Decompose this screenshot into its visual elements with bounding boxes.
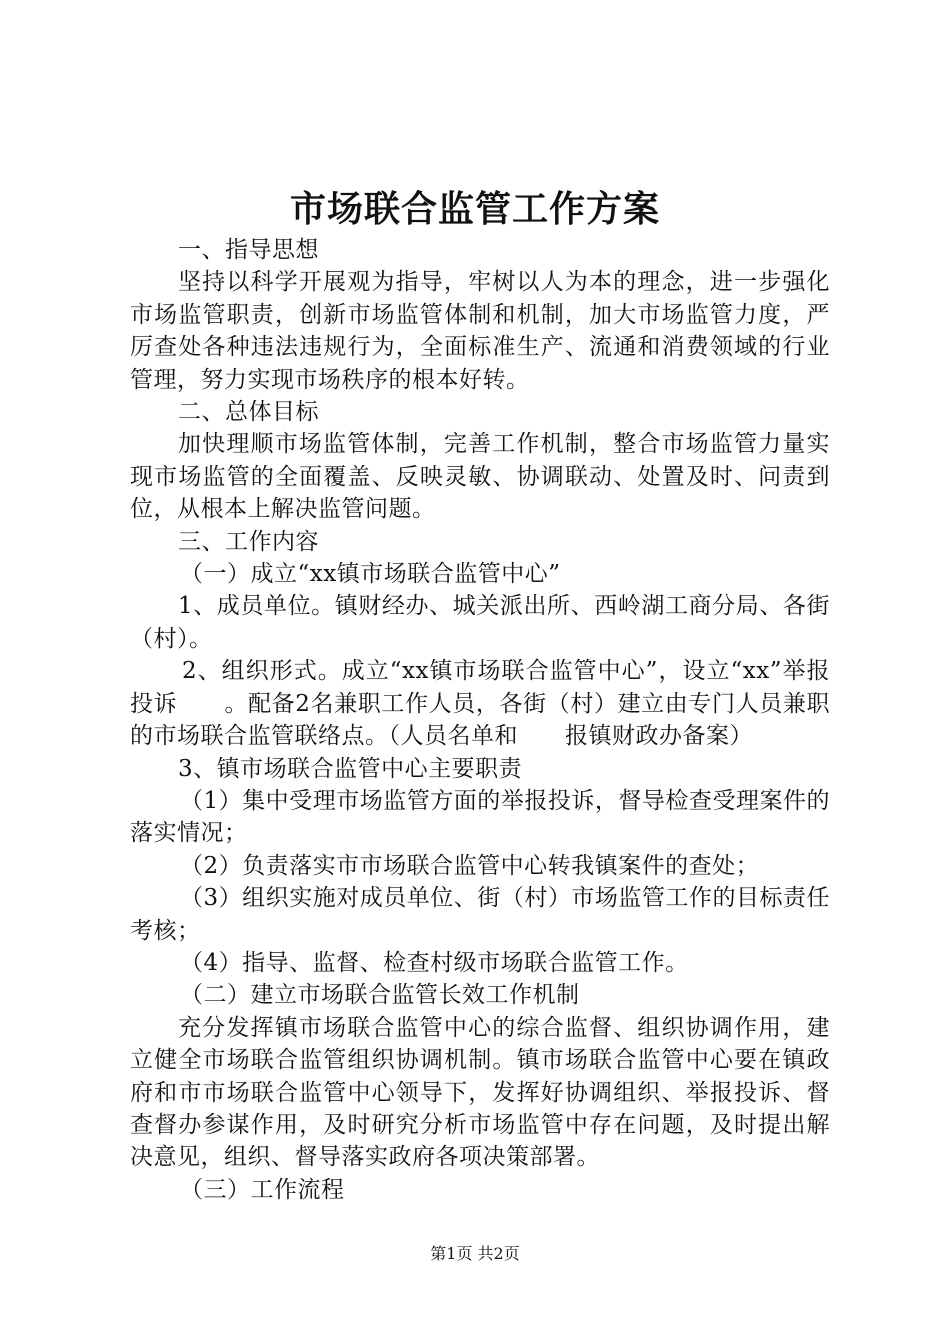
- paragraph-member-units: 1、成员单位。镇财经办、城关派出所、西岭湖工商分局、各街（村）。: [130, 593, 830, 652]
- paragraph-long-term-mechanism: 充分发挥镇市场联合监管中心的综合监督、组织协调作用，建立健全市场联合监管组织协调机制。镇市场联合监管中心要在镇政府和市市场联合监管中心领导下，发挥好协调组织、举报投诉、督查督办参谋作用，及时研究分析市场监管中存在问题，及时提出解决意见，组织、督导落实政府各项决策部署。: [130, 1014, 830, 1171]
- page-footer: 第1页 共2页: [430, 1244, 520, 1263]
- document-title: 市场联合监管工作方案: [289, 188, 660, 230]
- list-item-duty-2: （2）负责落实市市场联合监管中心转我镇案件的查处；: [180, 852, 760, 879]
- paragraph-organization-form: 2、组织形式。成立“xx镇市场联合监管中心”，设立“xx”举报投诉 。配备2名兼职工作人员，各街（村）建立由专门人员兼职的市场联合监管联络点。（人员名单和 报镇财政办备案）: [130, 658, 830, 750]
- paragraph-main-duties-heading: 3、镇市场联合监管中心主要职责: [178, 755, 523, 782]
- subsection-heading-workflow: （三）工作流程: [180, 1176, 345, 1203]
- section-heading-overall-goal: 二、总体目标: [178, 399, 319, 426]
- list-item-duty-3: （3）组织实施对成员单位、街（村）市场监管工作的目标责任考核；: [130, 885, 830, 944]
- list-item-duty-1: （1）集中受理市场监管方面的举报投诉，督导检查受理案件的落实情况；: [130, 787, 830, 847]
- section-heading-guiding-ideology: 一、指导思想: [178, 237, 319, 263]
- subsection-heading-long-term-mechanism: （二）建立市场联合监管长效工作机制: [180, 982, 580, 1009]
- document-body: [130, 234, 830, 1206]
- section-heading-work-content: 三、工作内容: [178, 528, 319, 555]
- subsection-heading-establish-center: （一）成立“xx镇市场联合监管中心”: [180, 561, 561, 588]
- list-item-duty-4: （4）指导、监督、检查村级市场联合监管工作。: [180, 949, 689, 976]
- paragraph-overall-goal: 加快理顺市场监管体制，完善工作机制，整合市场监管力量实现市场监管的全面覆盖、反映灵敏、协调联动、处置及时、问责到位，从根本上解决监管问题。: [130, 431, 830, 523]
- paragraph-guiding-ideology: 坚持以科学开展观为指导，牢树以人为本的理念，进一步强化市场监管职责，创新市场监管体制和机制，加大市场监管力度，严厉查处各种违法违规行为，全面标准生产、流通和消费领域的行业管理，努力实现市场秩序的根本好转。: [130, 269, 830, 393]
